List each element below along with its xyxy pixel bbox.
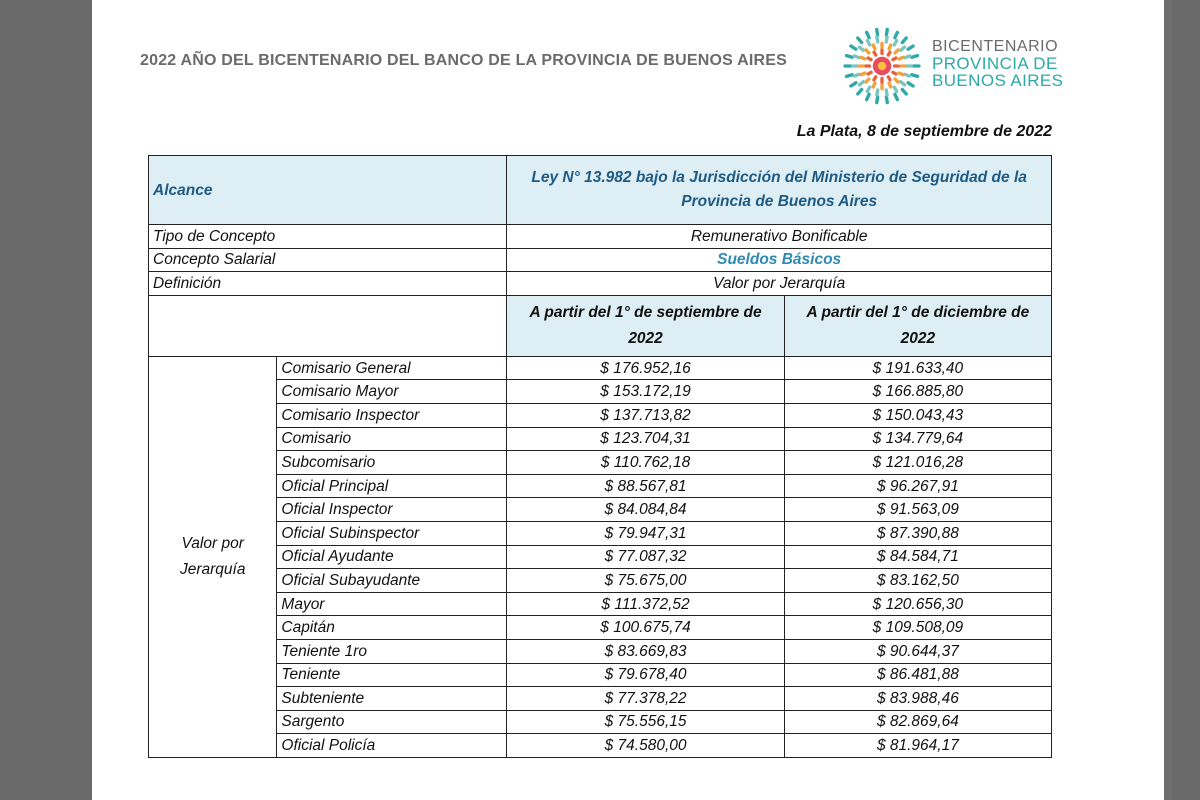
rank-cell: Comisario [277,427,507,451]
viewer-scrollbar[interactable] [1172,0,1200,800]
rank-cell: Oficial Inspector [277,498,507,522]
rank-cell: Oficial Policía [277,734,507,758]
document-page [92,0,1164,800]
september-value-cell: $ 153.172,19 [507,380,785,404]
table-row [149,403,1052,427]
logo-line-3: BUENOS AIRES [932,71,1064,90]
document-date: La Plata, 8 de septiembre de 2022 [796,123,1052,140]
table-row [149,545,1052,569]
december-value-cell: $ 86.481,88 [784,663,1051,687]
rank-cell: Oficial Subayudante [277,569,507,593]
rank-cell: Comisario Mayor [277,380,507,404]
tipo-value: Remunerativo Bonificable [507,225,1052,249]
definicion-label: Definición [149,272,507,296]
december-value-cell: $ 120.656,30 [784,592,1051,616]
table-row [149,427,1052,451]
logo-line-2: PROVINCIA DE [932,54,1058,73]
tipo-label: Tipo de Concepto [149,225,507,249]
table-row [149,356,1052,380]
table-row [149,451,1052,475]
december-value-cell: $ 90.644,37 [784,639,1051,663]
december-value-cell: $ 87.390,88 [784,521,1051,545]
table-row [149,639,1052,663]
september-value-cell: $ 137.713,82 [507,403,785,427]
table-row [149,710,1052,734]
rank-cell: Subcomisario [277,451,507,475]
table-row [149,687,1052,711]
rank-cell: Oficial Subinspector [277,521,507,545]
table-row [149,734,1052,758]
table-row [149,663,1052,687]
table-row [149,521,1052,545]
concepto-label: Concepto Salarial [149,248,507,272]
alcance-label: Alcance [149,156,507,225]
rank-cell: Teniente 1ro [277,639,507,663]
december-value-cell: $ 83.988,46 [784,687,1051,711]
col-header-september: A partir del 1° de septiembre de 2022 [507,295,785,356]
rank-cell: Teniente [277,663,507,687]
september-value-cell: $ 75.675,00 [507,569,785,593]
december-value-cell: $ 134.779,64 [784,427,1051,451]
september-value-cell: $ 77.087,32 [507,545,785,569]
september-value-cell: $ 123.704,31 [507,427,785,451]
row-tipo [149,225,1052,249]
rank-cell: Oficial Ayudante [277,545,507,569]
viewer-left-margin [0,0,92,800]
page-header-title: 2022 AÑO DEL BICENTENARIO DEL BANCO DE LA PROVINCIA DE BUENOS AIRES [140,52,787,69]
rank-cell: Mayor [277,592,507,616]
december-value-cell: $ 91.563,09 [784,498,1051,522]
december-value-cell: $ 82.869,64 [784,710,1051,734]
row-alcance [149,156,1052,225]
col-header-december: A partir del 1° de diciembre de 2022 [784,295,1051,356]
alcance-value: Ley N° 13.982 bajo la Jurisdicción del Ministerio de Seguridad de la Provincia de Buenos Aires [507,156,1052,225]
december-value-cell: $ 96.267,91 [784,474,1051,498]
rank-cell: Comisario Inspector [277,403,507,427]
september-value-cell: $ 83.669,83 [507,639,785,663]
rank-cell: Sargento [277,710,507,734]
rank-cell: Capitán [277,616,507,640]
september-value-cell: $ 111.372,52 [507,592,785,616]
table-row [149,569,1052,593]
row-column-headers [149,295,1052,356]
september-value-cell: $ 88.567,81 [507,474,785,498]
table-row [149,474,1052,498]
group-label-valor-por-jerarquia: Valor por Jerarquía [149,356,277,757]
row-concepto [149,248,1052,272]
sun-flower-emblem-icon [840,24,924,108]
september-value-cell: $ 74.580,00 [507,734,785,758]
salary-table [148,155,1052,758]
september-value-cell: $ 84.084,84 [507,498,785,522]
table-row [149,498,1052,522]
december-value-cell: $ 81.964,17 [784,734,1051,758]
december-value-cell: $ 109.508,09 [784,616,1051,640]
table-row [149,616,1052,640]
december-value-cell: $ 150.043,43 [784,403,1051,427]
december-value-cell: $ 84.584,71 [784,545,1051,569]
september-value-cell: $ 77.378,22 [507,687,785,711]
logo-line-1: BICENTENARIO [932,38,1059,55]
september-value-cell: $ 110.762,18 [507,451,785,475]
table-row [149,380,1052,404]
header-blank-cell [149,295,507,356]
rank-cell: Comisario General [277,356,507,380]
rank-cell: Oficial Principal [277,474,507,498]
row-definicion [149,272,1052,296]
december-value-cell: $ 83.162,50 [784,569,1051,593]
concepto-value: Sueldos Básicos [507,248,1052,272]
table-row [149,592,1052,616]
september-value-cell: $ 75.556,15 [507,710,785,734]
december-value-cell: $ 166.885,80 [784,380,1051,404]
logo-wordmark [932,38,1063,89]
september-value-cell: $ 79.678,40 [507,663,785,687]
september-value-cell: $ 79.947,31 [507,521,785,545]
definicion-value: Valor por Jerarquía [507,272,1052,296]
september-value-cell: $ 176.952,16 [507,356,785,380]
september-value-cell: $ 100.675,74 [507,616,785,640]
rank-cell: Subteniente [277,687,507,711]
december-value-cell: $ 121.016,28 [784,451,1051,475]
december-value-cell: $ 191.633,40 [784,356,1051,380]
